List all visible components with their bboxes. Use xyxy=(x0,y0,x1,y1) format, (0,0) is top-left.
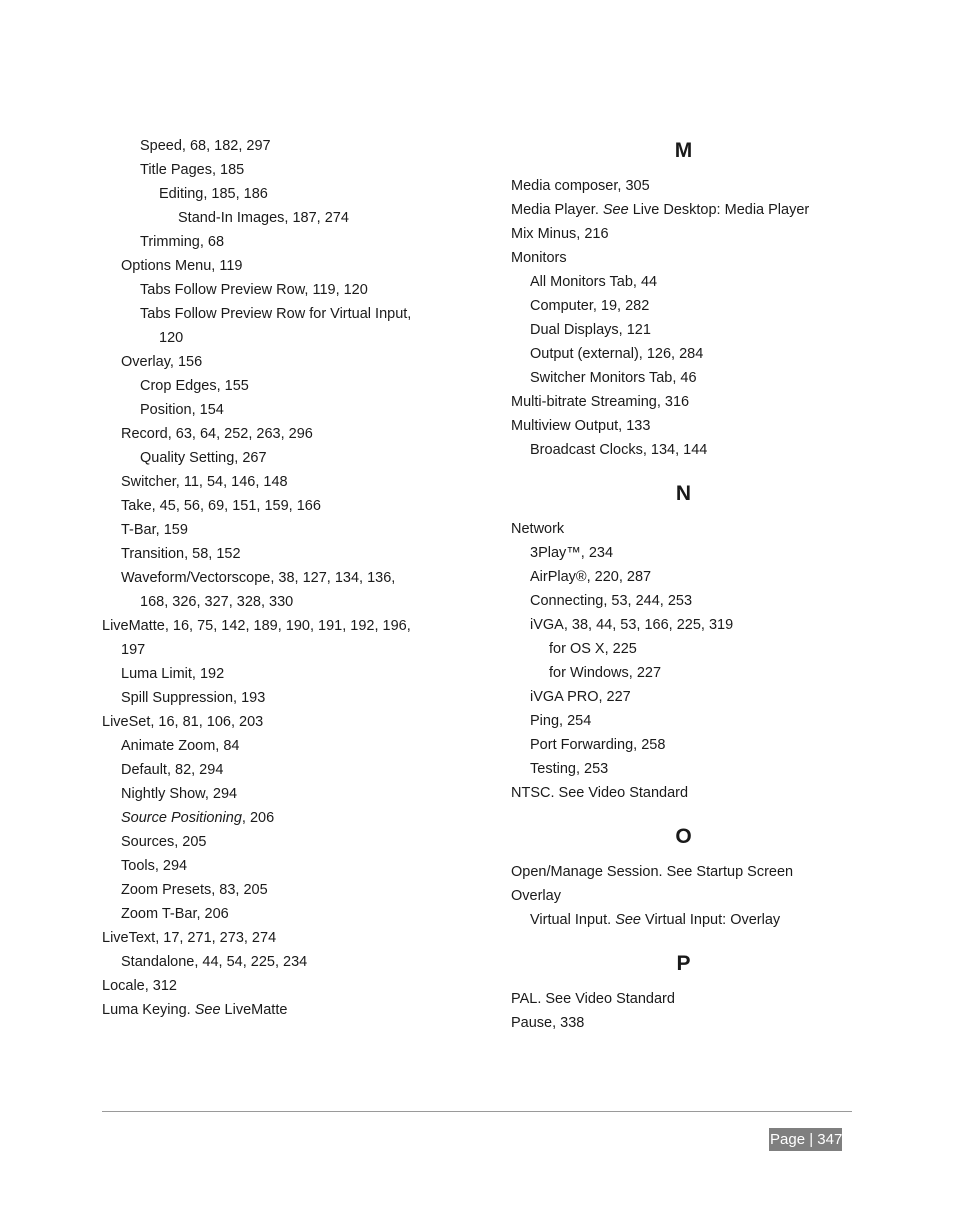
index-entry xyxy=(511,589,856,613)
index-entry xyxy=(511,174,856,198)
index-entry-text xyxy=(102,398,447,422)
index-entry xyxy=(102,686,447,710)
index-entry xyxy=(511,414,856,438)
index-entry xyxy=(511,198,856,222)
index-entry xyxy=(102,614,447,662)
index-entry-label: PAL. See Video Standard xyxy=(511,991,675,1007)
index-entry-text xyxy=(511,661,856,685)
index-entry xyxy=(511,517,856,541)
index-entry xyxy=(102,950,447,974)
section-letter-heading: P xyxy=(676,952,691,975)
index-entry-text xyxy=(102,854,447,878)
index-entry-label: Media Player. xyxy=(511,202,603,218)
index-entry xyxy=(102,278,447,302)
index-entry-label: Testing, 253 xyxy=(530,761,609,777)
index-entry xyxy=(511,222,856,246)
index-entry-text xyxy=(102,782,447,806)
index-entry-text xyxy=(102,134,447,158)
index-entry-text xyxy=(511,884,856,908)
index-entry-label: Dual Displays, 121 xyxy=(530,322,651,338)
index-entry-label: for OS X, 225 xyxy=(549,641,637,657)
index-entry xyxy=(511,781,856,805)
index-entry-text xyxy=(511,438,856,462)
section-letter-heading: O xyxy=(675,825,692,848)
index-entry-text xyxy=(102,542,447,566)
index-entry-label: AirPlay®, 220, 287 xyxy=(530,569,652,585)
index-entry-label: Title Pages, 185 xyxy=(140,162,245,178)
index-entry-text xyxy=(102,158,447,182)
index-entry-label: Spill Suppression, 193 xyxy=(121,690,266,706)
index-entry xyxy=(511,613,856,637)
index-entry-label: Multi-bitrate Streaming, 316 xyxy=(511,394,690,410)
index-entry-label: Computer, 19, 282 xyxy=(530,298,650,314)
index-entry-label: Network xyxy=(511,521,565,537)
index-entry-label: Stand-In Images, 187, 274 xyxy=(178,210,349,226)
index-entry-label: Animate Zoom, 84 xyxy=(121,738,240,754)
index-entry xyxy=(511,246,856,270)
index-entry-text xyxy=(102,254,447,278)
index-entry xyxy=(102,758,447,782)
index-right-column xyxy=(511,134,856,1035)
see-reference-target: Live Desktop: Media Player xyxy=(628,202,810,218)
see-reference-word: See xyxy=(615,912,641,928)
index-entry xyxy=(511,733,856,757)
index-entry-label: Luma Keying. xyxy=(102,1002,195,1018)
index-entry xyxy=(511,565,856,589)
index-entry-label: Pause, 338 xyxy=(511,1015,585,1031)
index-entry-label: Multiview Output, 133 xyxy=(511,418,651,434)
index-entry xyxy=(102,710,447,734)
index-entry-text xyxy=(511,294,856,318)
index-entry-label: Default, 82, 294 xyxy=(121,762,224,778)
index-entry xyxy=(511,661,856,685)
index-entry-text xyxy=(102,566,447,590)
index-entry-label: Broadcast Clocks, 134, 144 xyxy=(530,442,708,458)
see-reference-word: See xyxy=(194,1002,221,1018)
index-entry-label: Sources, 205 xyxy=(121,834,207,850)
index-entry-text xyxy=(102,278,447,302)
index-entry xyxy=(102,254,447,278)
index-entry-continuation: 120 xyxy=(159,330,184,346)
index-entry-label: Take, 45, 56, 69, 151, 159, 166 xyxy=(121,498,321,514)
index-entry-label: Mix Minus, 216 xyxy=(511,226,609,242)
index-entry xyxy=(511,860,856,884)
index-entry xyxy=(102,974,447,998)
index-entry xyxy=(102,782,447,806)
index-entry-label: Editing, 185, 186 xyxy=(159,186,268,202)
index-entry-label: iVGA, 38, 44, 53, 166, 225, 319 xyxy=(530,617,734,633)
index-entry-text xyxy=(102,902,447,926)
index-entry-label: NTSC. See Video Standard xyxy=(511,785,689,801)
see-reference-word: See xyxy=(602,202,629,218)
index-entry-label: 3Play™, 234 xyxy=(530,545,614,561)
index-entry xyxy=(102,734,447,758)
index-entry xyxy=(102,998,447,1022)
index-entry-text xyxy=(102,806,447,830)
index-entry-label: Ping, 254 xyxy=(530,713,592,729)
index-entry xyxy=(511,709,856,733)
index-entry-label: Connecting, 53, 244, 253 xyxy=(530,593,693,609)
index-entry-label: Options Menu, 119 xyxy=(121,258,243,274)
index-entry-label: Virtual Input. xyxy=(530,912,616,928)
section-letter-heading: M xyxy=(674,139,693,162)
index-entry-text xyxy=(102,302,447,326)
index-entry-text xyxy=(511,270,856,294)
index-entry-text xyxy=(511,318,856,342)
index-entry xyxy=(511,294,856,318)
see-reference-target: Virtual Input: Overlay xyxy=(641,912,781,928)
index-entry xyxy=(102,470,447,494)
index-entry xyxy=(511,366,856,390)
index-entry-label: Monitors xyxy=(511,250,567,266)
index-entry-text xyxy=(102,974,447,998)
index-left-column xyxy=(102,134,447,1022)
index-entry xyxy=(102,158,447,182)
index-entry xyxy=(511,908,856,932)
index-entry-text xyxy=(511,342,856,366)
index-entry xyxy=(102,830,447,854)
section-letter-heading: N xyxy=(675,482,692,505)
index-entry xyxy=(102,926,447,950)
index-entry-italic: Source Positioning xyxy=(121,810,242,826)
index-entry-text xyxy=(102,998,447,1022)
index-entry-text xyxy=(511,685,856,709)
index-entry-text xyxy=(102,710,447,734)
index-entry-text xyxy=(511,733,856,757)
index-entry-label: Zoom Presets, 83, 205 xyxy=(121,882,268,898)
index-entry-text xyxy=(102,926,447,950)
index-entry-text xyxy=(511,565,856,589)
index-entry-label: Record, 63, 64, 252, 263, 296 xyxy=(121,426,313,442)
index-entry-label: Media composer, 305 xyxy=(511,178,650,194)
index-entry-text xyxy=(511,637,856,661)
index-entry-continuation: 168, 326, 327, 328, 330 xyxy=(140,594,294,610)
index-entry xyxy=(102,182,447,206)
index-entry-text xyxy=(102,662,447,686)
index-entry xyxy=(511,390,856,414)
index-entry-label: Port Forwarding, 258 xyxy=(530,737,666,753)
index-entry-text xyxy=(102,206,447,230)
index-entry-text xyxy=(511,709,856,733)
index-entry-text xyxy=(511,613,856,637)
index-entry-label: Position, 154 xyxy=(140,402,224,418)
index-entry xyxy=(102,854,447,878)
index-entry-text xyxy=(511,541,856,565)
index-entry-label: Transition, 58, 152 xyxy=(121,546,241,562)
index-entry-label: Nightly Show, 294 xyxy=(121,786,238,802)
index-entry xyxy=(511,1011,856,1035)
index-entry-label: Trimming, 68 xyxy=(140,234,225,250)
index-entry-label: Luma Limit, 192 xyxy=(121,666,225,682)
index-entry-text xyxy=(102,734,447,758)
index-entry-label: LiveMatte, 16, 75, 142, 189, 190, 191, 192, 196, xyxy=(102,618,411,634)
index-entry-pages: , 206 xyxy=(241,810,275,826)
index-entry xyxy=(102,902,447,926)
index-entry-label: Tools, 294 xyxy=(121,858,188,874)
index-entry-label: T-Bar, 159 xyxy=(121,522,188,538)
index-entry xyxy=(511,438,856,462)
index-entry-text xyxy=(511,517,856,541)
index-entry-text xyxy=(102,350,447,374)
index-entry-text xyxy=(511,860,856,884)
index-entry xyxy=(511,884,856,908)
index-entry-label: Speed, 68, 182, 297 xyxy=(140,138,271,154)
index-entry-text xyxy=(102,494,447,518)
index-entry-label: Switcher, 11, 54, 146, 148 xyxy=(121,474,288,490)
index-entry-label: Standalone, 44, 54, 225, 234 xyxy=(121,954,308,970)
index-entry xyxy=(511,318,856,342)
index-entry-text xyxy=(102,446,447,470)
index-entry xyxy=(102,302,447,350)
index-entry-text xyxy=(102,470,447,494)
index-entry xyxy=(102,662,447,686)
index-entry-label: Switcher Monitors Tab, 46 xyxy=(530,370,697,386)
index-entry-label: LiveSet, 16, 81, 106, 203 xyxy=(102,714,264,730)
index-entry-label: Waveform/Vectorscope, 38, 127, 134, 136, xyxy=(121,570,396,586)
index-entry-continuation: 197 xyxy=(121,642,146,658)
index-entry-text xyxy=(511,390,856,414)
index-entry xyxy=(511,757,856,781)
index-entry xyxy=(102,494,447,518)
index-entry-text xyxy=(102,950,447,974)
index-entry-label: iVGA PRO, 227 xyxy=(530,689,631,705)
index-entry-text xyxy=(511,908,856,932)
index-entry-text xyxy=(102,686,447,710)
index-entry-text xyxy=(511,1011,856,1035)
index-entry xyxy=(511,342,856,366)
index-entry xyxy=(511,637,856,661)
index-entry xyxy=(102,230,447,254)
index-entry-text xyxy=(102,614,447,638)
index-entry xyxy=(102,806,447,830)
index-entry-label: Tabs Follow Preview Row for Virtual Input, xyxy=(140,306,412,322)
index-entry-text xyxy=(511,781,856,805)
page-number-badge: Page | 347 xyxy=(769,1128,842,1151)
index-entry xyxy=(102,422,447,446)
index-entry xyxy=(102,134,447,158)
index-entry-text xyxy=(511,174,856,198)
index-entry-text xyxy=(102,830,447,854)
index-entry-label: for Windows, 227 xyxy=(549,665,662,681)
index-entry xyxy=(102,878,447,902)
index-entry xyxy=(102,398,447,422)
index-entry-label: Open/Manage Session. See Startup Screen xyxy=(511,864,794,880)
index-entry-text xyxy=(511,589,856,613)
index-entry xyxy=(102,518,447,542)
index-entry-text xyxy=(511,987,856,1011)
index-entry-label: Quality Setting, 267 xyxy=(140,450,267,466)
index-entry-text xyxy=(102,230,447,254)
index-entry-label: Output (external), 126, 284 xyxy=(530,346,704,362)
index-entry-text xyxy=(511,366,856,390)
index-entry-label: Crop Edges, 155 xyxy=(140,378,249,394)
index-entry-text xyxy=(511,222,856,246)
index-entry xyxy=(102,206,447,230)
see-reference-target: LiveMatte xyxy=(220,1002,288,1018)
index-entry-label: All Monitors Tab, 44 xyxy=(530,274,658,290)
index-entry xyxy=(511,685,856,709)
footer-divider xyxy=(102,1111,852,1112)
index-entry xyxy=(102,446,447,470)
index-entry-label: Zoom T-Bar, 206 xyxy=(121,906,229,922)
index-entry xyxy=(102,566,447,614)
index-entry-text xyxy=(102,878,447,902)
index-entry xyxy=(511,541,856,565)
index-entry-text xyxy=(511,414,856,438)
index-entry-text xyxy=(511,246,856,270)
index-entry-label: Tabs Follow Preview Row, 119, 120 xyxy=(140,282,368,298)
index-entry xyxy=(102,350,447,374)
index-entry xyxy=(511,270,856,294)
index-entry xyxy=(102,542,447,566)
index-entry-label: Overlay xyxy=(511,888,561,904)
index-entry-text xyxy=(102,182,447,206)
index-entry-text xyxy=(102,422,447,446)
index-entry-label: Locale, 312 xyxy=(102,978,177,994)
index-entry-text xyxy=(511,198,856,222)
index-entry xyxy=(102,374,447,398)
index-entry xyxy=(511,987,856,1011)
index-entry-text xyxy=(102,518,447,542)
index-entry-text xyxy=(511,757,856,781)
index-entry-label: Overlay, 156 xyxy=(121,354,203,370)
index-entry-label: LiveText, 17, 271, 273, 274 xyxy=(102,930,277,946)
index-entry-text xyxy=(102,758,447,782)
index-entry-text xyxy=(102,374,447,398)
